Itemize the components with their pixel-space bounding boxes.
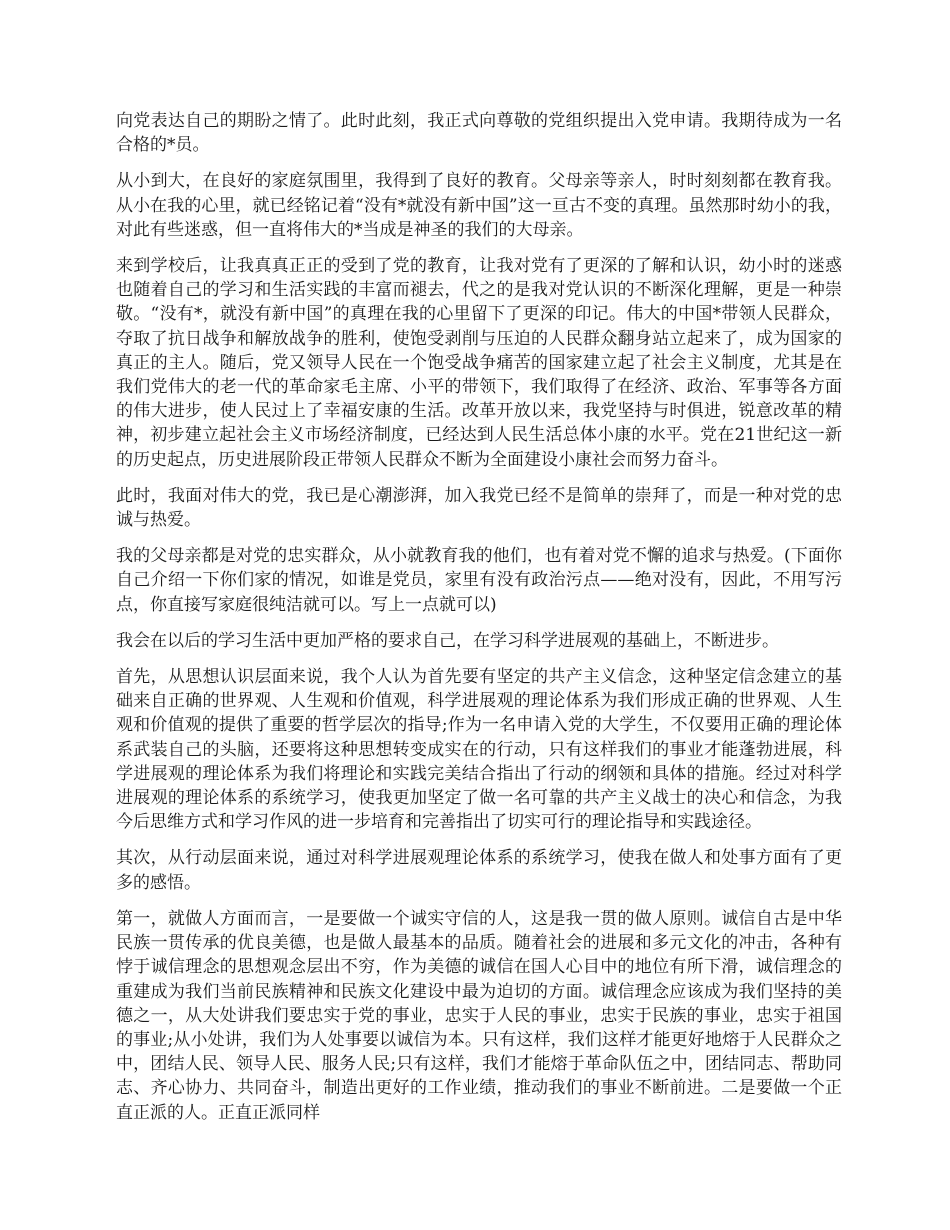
paragraph-4: 此时，我面对伟大的党，我已是心潮澎湃，加入我党已经不是简单的崇拜了，而是一种对党的忠诚与热爱。: [116, 485, 842, 531]
paragraph-3: 来到学校后，让我真真正正的受到了党的教育，让我对党有了更深的了解和认识，幼小时的迷惑也随着自己的学习和生活实践的丰富而褪去，代之的是我对党认识的不断深化理解，更是一种崇敬。“没有*，就没有新中国”的真理在我的心里留下了更深的印记。伟大的中国*带领人民群众，夺取了抗日战争和解放战争的胜利，使饱受剥削与压迫的人民群众翻身站立起来了，成为国家的真正的主人。随后，党又领导人民在一个饱受战争痛苦的国家建立起了社会主义制度，尤其是在我们党伟大的老一代的革命家毛主席、小平的带领下，我们取得了在经济、政治、军事等各方面的伟大进步，使人民过上了幸福安康的生活。改革开放以来，我党坚持与时俱进，锐意改革的精神，初步建立起社会主义市场经济制度，已经达到人民生活总体小康的水平。党在21世纪这一新的历史起点，历史进展阶段正带领人民群众不断为全面建设小康社会而努力奋斗。: [116, 256, 842, 470]
paragraph-8: 其次，从行动层面来说，通过对科学进展观理论体系的系统学习，使我在做人和处事方面有了更多的感悟。: [116, 848, 842, 893]
paragraph-1: 向党表达自己的期盼之情了。此时此刻，我正式向尊敬的党组织提出入党申请。我期待成为一名合格的*员。: [116, 111, 842, 156]
paragraph-2: 从小到大，在良好的家庭氛围里，我得到了良好的教育。父母亲等亲人，时时刻刻都在教育我。从小在我的心里，就已经铭记着“没有*就没有新中国”这一亘古不变的真理。虽然那时幼小的我，对此有些迷惑，但一直将伟大的*当成是神圣的我们的大母亲。: [116, 171, 842, 240]
document-page: [116, 109, 842, 1137]
paragraph-7: 首先，从思想认识层面来说，我个人认为首先要有坚定的共产主义信念，这种坚定信念建立的基础来自正确的世界观、人生观和价值观，科学进展观的理论体系为我们形成正确的世界观、人生观和价值观的提供了重要的哲学层次的指导;作为一名申请入党的大学生，不仅要用正确的理论体系武装自己的头脑，还要将这种思想转变成实在的行动，只有这样我们的事业才能蓬勃进展，科学进展观的理论体系为我们将理论和实践完美结合指出了行动的纲领和具体的措施。经过对科学进展观的理论体系的系统学习，使我更加坚定了做一名可靠的共产主义战士的决心和信念，为我今后思维方式和学习作风的进一步培育和完善指出了切实可行的理论指导和实践途径。: [116, 667, 842, 833]
paragraph-6: 我会在以后的学习生活中更加严格的要求自己，在学习科学进展观的基础上，不断进步。: [116, 630, 779, 651]
paragraph-9: 第一，就做人方面而言，一是要做一个诚实守信的人，这是我一贯的做人原则。诚信自古是中华民族一贯传承的优良美德，也是做人最基本的品质。随着社会的进展和多元文化的冲击，各种有悖于诚信理念的思想观念层出不穷，作为美德的诚信在国人心目中的地位有所下滑，诚信理念的重建成为我们当前民族精神和民族文化建设中最为迫切的方面。诚信理念应该成为我们坚持的美德之一，从大处讲我们要忠实于党的事业，忠实于人民的事业，忠实于民族的事业，忠实于祖国的事业;从小处讲，我们为人处事要以诚信为本。只有这样，我们这样才能更好地熔于人民群众之中，团结人民、领导人民、服务人民;只有这样，我们才能熔于革命队伍之中，团结同志、帮助同志、齐心协力、共同奋斗，制造出更好的工作业绩，推动我们的事业不断前进。二是要做一个正直正派的人。正直正派同样: [116, 908, 842, 1123]
paragraph-5: 我的父母亲都是对党的忠实群众，从小就教育我的他们，也有着对党不懈的追求与热爱。(下面你自己介绍一下你们家的情况，如谁是党员，家里有没有政治污点——绝对没有，因此，不用写污点，你直接写家庭很纯洁就可以。写上一点就可以): [116, 546, 842, 615]
